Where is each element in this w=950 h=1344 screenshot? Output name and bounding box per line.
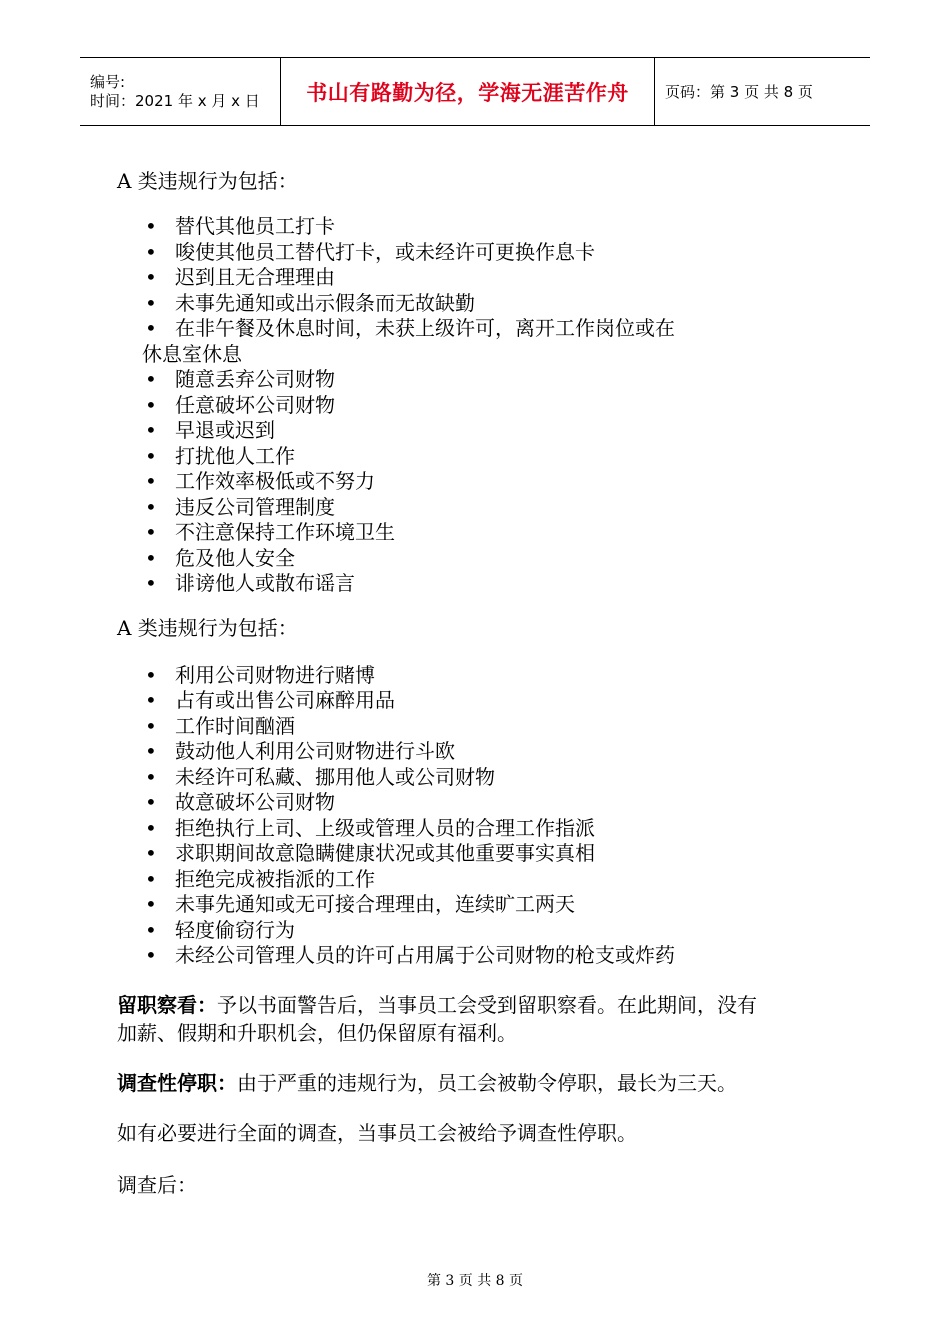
list-item xyxy=(117,240,837,266)
list-item-text: 利用公司财物进行赌博 xyxy=(175,662,375,687)
list-item xyxy=(117,393,837,419)
document-body xyxy=(117,168,837,1199)
list-item-text: 未经许可私藏、挪用他人或公司财物 xyxy=(175,764,495,789)
motto-text: 书山有路勤为径，学海无涯苦作舟 xyxy=(306,80,629,105)
list-item-text: 拒绝执行上司、上级或管理人员的合理工作指派 xyxy=(175,815,595,840)
list-item xyxy=(117,765,837,791)
list-item xyxy=(117,469,837,495)
list-item-text: 求职期间故意隐瞒健康状况或其他重要事实真相 xyxy=(175,841,595,865)
list-item-text: 危及他人安全 xyxy=(175,545,295,570)
list-item xyxy=(117,841,837,867)
list-item-text: 工作时间酗酒 xyxy=(175,713,295,738)
list-item xyxy=(117,688,837,714)
bullet-icon: • xyxy=(145,764,157,789)
list-item-text: 不注意保持工作环境卫生 xyxy=(175,520,395,544)
section-a1-list xyxy=(117,214,837,597)
bullet-icon: • xyxy=(145,917,157,942)
bullet-icon: • xyxy=(145,316,157,340)
list-item-text: 鼓动他人利用公司财物进行斗欧 xyxy=(175,739,455,763)
bullet-icon: • xyxy=(145,545,157,570)
bullet-icon: • xyxy=(145,214,157,238)
list-item-text: 替代其他员工打卡 xyxy=(175,214,335,238)
list-item-continuation: 休息室休息 xyxy=(142,341,242,366)
section-a2-intro: A 类违规行为包括： xyxy=(117,615,298,640)
list-item-text: 违反公司管理制度 xyxy=(175,494,335,519)
list-item xyxy=(117,316,837,367)
suspension-text: 由于严重的违规行为，员工会被勒令停职，最长为三天。 xyxy=(237,1070,737,1095)
probation-text: 予以书面警告后，当事员工会受到留职察看。在此期间，没有 xyxy=(217,992,757,1017)
list-item xyxy=(117,214,837,240)
bullet-icon: • xyxy=(145,239,157,264)
bullet-icon: • xyxy=(145,662,157,687)
list-item-text: 拒绝完成被指派的工作 xyxy=(175,866,375,891)
investigation-note: 如有必要进行全面的调查，当事员工会被给予调查性停职。 xyxy=(117,1120,637,1145)
bullet-icon: • xyxy=(145,418,157,442)
document-date: 时间：2021 年 x 月 x 日 xyxy=(90,91,260,110)
bullet-icon: • xyxy=(145,367,157,391)
list-item xyxy=(117,943,837,969)
list-item-text: 打扰他人工作 xyxy=(175,443,295,468)
list-item xyxy=(117,867,837,893)
bullet-icon: • xyxy=(145,943,157,967)
bullet-icon: • xyxy=(145,520,157,544)
suspension-paragraph xyxy=(117,1069,837,1097)
bullet-icon: • xyxy=(145,469,157,493)
list-item xyxy=(117,739,837,765)
list-item-text: 随意丢弃公司财物 xyxy=(175,367,335,391)
list-item-text: 未经公司管理人员的许可占用属于公司财物的枪支或炸药 xyxy=(175,943,675,967)
bullet-icon: • xyxy=(145,739,157,763)
header-meta xyxy=(80,58,281,125)
list-item-text: 未事先通知或无可接合理理由，连续旷工两天 xyxy=(175,892,575,916)
probation-paragraph xyxy=(117,991,837,1047)
list-item xyxy=(117,367,837,393)
page-header xyxy=(80,57,870,126)
list-item xyxy=(117,790,837,816)
page-info-text: 页码：第 3 页 共 8 页 xyxy=(665,83,813,101)
list-item xyxy=(117,714,837,740)
document-number-label: 编号: xyxy=(90,72,126,91)
list-item-text: 迟到且无合理理由 xyxy=(175,265,335,289)
after-investigation: 调查后： xyxy=(117,1172,197,1197)
list-item xyxy=(117,918,837,944)
header-page-info xyxy=(655,58,870,125)
list-item-text: 轻度偷窃行为 xyxy=(175,917,295,942)
section-a1-intro: A 类违规行为包括： xyxy=(117,169,298,193)
suspension-label: 调查性停职： xyxy=(117,1070,237,1095)
list-item xyxy=(117,444,837,470)
list-item-text: 唆使其他员工替代打卡，或未经许可更换作息卡 xyxy=(175,239,595,264)
bullet-icon: • xyxy=(145,866,157,891)
list-item-text: 任意破坏公司财物 xyxy=(175,392,335,417)
list-item-text: 未事先通知或出示假条而无故缺勤 xyxy=(175,290,475,315)
list-item xyxy=(117,520,837,546)
bullet-icon: • xyxy=(145,892,157,916)
bullet-icon: • xyxy=(145,571,157,595)
header-motto xyxy=(281,58,655,125)
bullet-icon: • xyxy=(145,392,157,417)
list-item xyxy=(117,892,837,918)
bullet-icon: • xyxy=(145,713,157,738)
list-item xyxy=(117,571,837,597)
list-item-text: 早退或迟到 xyxy=(175,418,275,442)
bullet-icon: • xyxy=(145,443,157,468)
list-item-text: 工作效率极低或不努力 xyxy=(175,469,375,493)
probation-text-cont: 加薪、假期和升职机会，但仍保留原有福利。 xyxy=(117,1020,517,1045)
bullet-icon: • xyxy=(145,494,157,519)
bullet-icon: • xyxy=(145,841,157,865)
page-footer: 第 3 页 共 8 页 xyxy=(426,1273,524,1289)
list-item-text: 占有或出售公司麻醉用品 xyxy=(175,688,395,712)
list-item xyxy=(117,265,837,291)
bullet-icon: • xyxy=(145,790,157,814)
list-item-text: 故意破坏公司财物 xyxy=(175,790,335,814)
bullet-icon: • xyxy=(145,290,157,315)
list-item xyxy=(117,418,837,444)
list-item xyxy=(117,546,837,572)
bullet-icon: • xyxy=(145,815,157,840)
bullet-icon: • xyxy=(145,265,157,289)
section-a2-list xyxy=(117,663,837,969)
list-item xyxy=(117,663,837,689)
probation-label: 留职察看： xyxy=(117,992,217,1017)
list-item-text: 在非午餐及休息时间，未获上级许可，离开工作岗位或在 xyxy=(175,316,675,340)
list-item xyxy=(117,291,837,317)
bullet-icon: • xyxy=(145,688,157,712)
list-item xyxy=(117,816,837,842)
list-item xyxy=(117,495,837,521)
list-item-text: 诽谤他人或散布谣言 xyxy=(175,571,355,595)
